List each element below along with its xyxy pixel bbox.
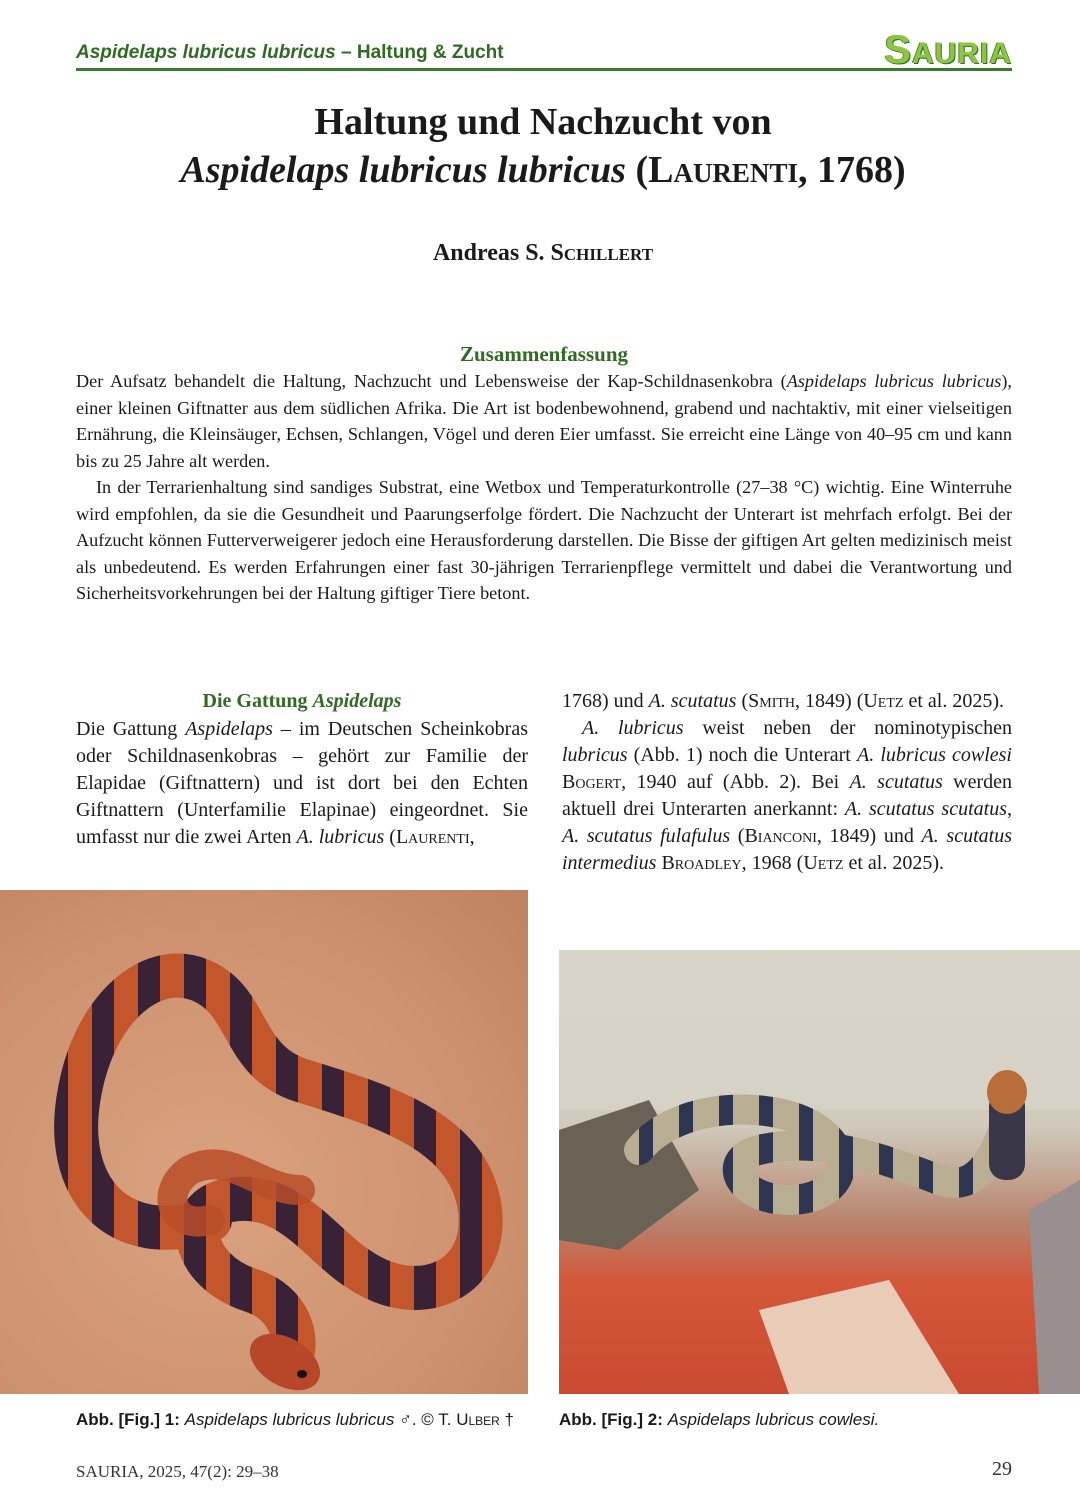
- running-title: [76, 42, 504, 64]
- citation-footer: SAURIA, 2025, 47(2): 29–38: [76, 1462, 279, 1481]
- sauria-logo: SAURIA: [884, 28, 1012, 72]
- body-paragraph-continued: 1768) und A. scutatus (Smith, 1849) (Uetz et al. 2025).: [562, 690, 1004, 712]
- title-species: Aspidelaps lubricus lubricus: [180, 149, 626, 191]
- body-paragraph: A. lubricus weist neben der nominotypischen lubricus (Abb. 1) noch die Unterart A. lubricus cowlesi Bogert, 1940 auf (Abb. 2). Bei A. scutatus werden aktuell drei Unterarten anerkannt: A. scutatus scutatus, A. scutatus fulafulus (Bianconi, 1849) und A. scutatus intermedius Broadley, 1968 (Uetz et al. 2025).: [562, 717, 1012, 874]
- page-number: 29: [992, 1458, 1012, 1480]
- abstract-paragraph-2: In der Terrarienhaltung sind sandiges Substrat, eine Wetbox und Temperaturkontrolle (27–38 °C) wichtig. Eine Winterruhe wird empfohlen, da sie die Gesundheit und Paarungserfolge fördert. Die Nachzucht der Unterart ist mehrfach erfolgt. Bei der Aufzucht können Futterverweigerer jedoch eine Herausforderung darstellen. Die Bisse der giftigen Art gelten medizinisch meist als unbedeutend. Es werden Erfahrungen einer fast 30-jährigen Terrarienpflege vermittelt und dabei die Verantwortung und Sicherheitsvorkehrungen bei der Haltung giftiger Tiere betont.: [76, 477, 1012, 603]
- figure-2-caption: Abb. [Fig.] 2: Aspidelaps lubricus cowlesi.: [559, 1410, 880, 1429]
- body-column-left: [76, 716, 528, 851]
- article-title: [60, 98, 1026, 194]
- running-header: [76, 28, 1012, 72]
- figure-2-photo: [559, 950, 1080, 1394]
- section-heading: Die Gattung Aspidelaps: [202, 690, 402, 712]
- body-paragraph: Die Gattung Aspidelaps – im Deutschen Scheinkobras oder Schildnasenkobras – gehört zur Familie der Elapidae (Giftnattern) und ist dort bei den Echten Giftnattern (Unterfamilie Elapinae) eingeordnet. Sie umfasst nur die zwei Arten A. lubricus (Laurenti,: [76, 718, 528, 848]
- author-name: Andreas S. Schillert: [432, 240, 654, 266]
- snake-illustration-1: [0, 890, 528, 1394]
- running-title-rest: – Haltung & Zucht: [335, 42, 504, 63]
- figure-1-photo: [0, 890, 528, 1394]
- snake-illustration-2: [559, 950, 1080, 1394]
- abstract: [76, 368, 1012, 607]
- body-column-right: [562, 688, 1012, 877]
- running-title-species: Aspidelaps lubricus lubricus: [76, 42, 336, 63]
- title-line-1: Haltung und Nachzucht von: [314, 101, 772, 143]
- figure-1-caption: Abb. [Fig.] 1: Aspidelaps lubricus lubricus ♂. © T. Ulber †: [76, 1410, 515, 1429]
- abstract-heading: Zusammenfassung: [459, 342, 629, 366]
- title-line-2: Aspidelaps lubricus lubricus (Laurenti, 1768): [180, 149, 906, 191]
- abstract-paragraph-1: Der Aufsatz behandelt die Haltung, Nachzucht und Lebensweise der Kap-Schildnasenkobra (Aspidelaps lubricus lubricus), einer kleinen Giftnatter aus dem südlichen Afrika. Die Art ist bodenbewohnend, grabend und nachtaktiv, mit einer vielseitigen Ernährung, die Kleinsäuger, Echsen, Schlangen, Vögel und deren Eier umfasst. Sie erreicht eine Länge von 40–95 cm und kann bis zu 25 Jahre alt werden.: [76, 371, 1012, 471]
